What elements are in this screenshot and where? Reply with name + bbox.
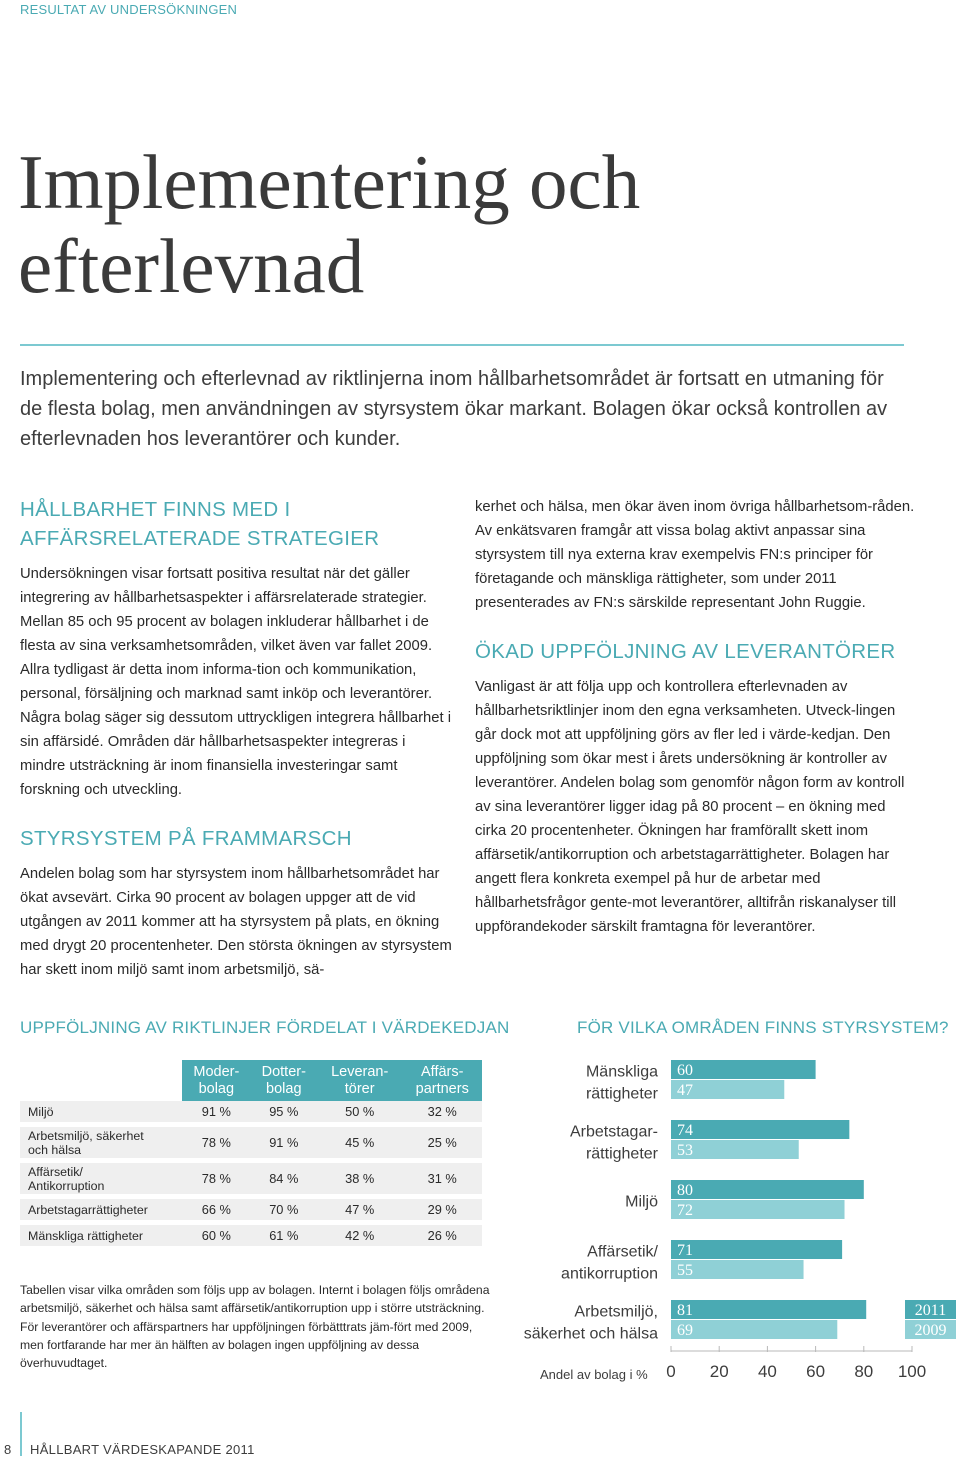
table-cell: 66 %	[182, 1197, 251, 1223]
table-cell: 29 %	[402, 1197, 482, 1223]
paragraph-governance-continued: kerhet och hälsa, men ökar även inom övriga hållbarhetsom-råden. Av enkätsvaren framgår att vissa bolag aktivt anpassar sina styrsystem till nya externa krav exempelvis FN:s principer för företagande och mänskliga rättigheter, som under 2011 presenterades av FN:s särskilde representant John Ruggie.	[475, 499, 915, 611]
table-cell: 91 %	[182, 1101, 251, 1125]
bar-value-label: 69	[677, 1322, 693, 1339]
header-line-2: bolag	[266, 1080, 302, 1097]
header-line-2: partners	[415, 1080, 469, 1097]
table-cell: 95 %	[251, 1101, 317, 1125]
table-cell: 61 %	[251, 1223, 317, 1249]
row-label-line-1: Arbetstagarrättigheter	[28, 1202, 148, 1217]
row-label	[20, 1161, 182, 1197]
paragraph-governance: Andelen bolag som har styrsystem inom hållbarhetsområdet har ökat avsevärt. Cirka 90 procent av bolagen uppger att de vid utgången av 2011 kommer att ha styrsystem på plats, en ökning med drygt 20 procentenheter. Den största ökningen av styrsystem har skett inom miljö samt inom arbetsmiljö, sä-	[20, 866, 452, 978]
bar-value-label: 74	[677, 1122, 693, 1139]
title-line-2: efterlevnad	[18, 223, 365, 309]
paragraph-suppliers: Vanligast är att följa upp och kontrollera efterlevnaden av hållbarhetsriktlinjer inom den egna verksamheten. Utveck-lingen går dock mot att uppföljning görs av fler led i värde-kedjan. Den uppföljning som ökar mest i årets undersökning är kontroller av leverantörer. Andelen bolag som genomför någon form av kontroll av sina leverantörer ligger idag på 80 procent – en ökning med cirka 20 procentenheter. Ökningen har framförallt skett inom affärsetik/antikorruption och arbetstagarrättigheter. Bolagen har angett flera konkreta exempel på hur de arbetar med hållbarhetsfrågor gente-mot leverantörer, alltifrån riskanalyser till uppförandekoder särskilt framtagna för leverantörer.	[475, 679, 905, 935]
table-cell: 70 %	[251, 1197, 317, 1223]
page-number: 8	[4, 1442, 12, 1457]
x-tick-label: 40	[757, 1362, 777, 1381]
row-label-line-1: Miljö	[28, 1104, 54, 1119]
table-cell: 31 %	[402, 1161, 482, 1197]
x-tick-label: 20	[709, 1362, 729, 1381]
title-line-1: Implementering och	[18, 139, 641, 225]
category-label: Arbetstagar-	[569, 1123, 658, 1141]
row-label-line-1: Affärsetik/	[28, 1164, 83, 1179]
table-header-cell	[402, 1060, 482, 1101]
table-cell: 78 %	[182, 1125, 251, 1161]
row-label	[20, 1223, 182, 1249]
governance-bar-chart	[520, 1048, 956, 1400]
table-header-cell	[182, 1060, 251, 1101]
title-divider	[20, 344, 904, 346]
x-axis-label: Andel av bolag i %	[540, 1367, 648, 1382]
row-label-line-2: och hälsa	[28, 1142, 82, 1157]
table-cell: 91 %	[251, 1125, 317, 1161]
bar-value-label: 60	[677, 1062, 693, 1079]
row-label-line-2: Antikorruption	[28, 1178, 105, 1193]
bar-2011-4	[671, 1300, 866, 1319]
table-cell: 26 %	[402, 1223, 482, 1249]
x-tick-label: 60	[806, 1362, 826, 1381]
bar-value-label: 55	[677, 1262, 693, 1279]
legend-label: 2009	[914, 1322, 947, 1339]
table-row	[20, 1125, 482, 1161]
row-label-line-1: Mänskliga rättigheter	[28, 1228, 144, 1243]
header-line-1: Affärs-	[421, 1063, 464, 1080]
row-label	[20, 1101, 182, 1125]
bar-2011-2	[671, 1180, 864, 1199]
table-title: UPPFÖLJNING AV RIKTLINJER FÖRDELAT I VÄRDEKEDJAN	[20, 1018, 510, 1037]
legend-label: 2011	[914, 1302, 947, 1319]
x-tick-label: 80	[854, 1362, 874, 1381]
row-label-line-1: Arbetsmiljö, säkerhet	[28, 1128, 144, 1143]
table-cell: 25 %	[402, 1125, 482, 1161]
footer-publication: HÅLLBART VÄRDESKAPANDE 2011	[30, 1442, 255, 1457]
bar-2011-1	[671, 1120, 849, 1139]
heading-strategies-line-2: AFFÄRSRELATERADE STRATEGIER	[20, 527, 380, 550]
table-row	[20, 1223, 482, 1249]
x-tick-label: 100	[897, 1362, 927, 1381]
row-label	[20, 1197, 182, 1223]
bar-value-label: 72	[677, 1202, 693, 1219]
category-label: Arbetsmiljö,	[574, 1303, 658, 1321]
bar-2011-3	[671, 1240, 842, 1259]
header-line-2: bolag	[198, 1080, 235, 1097]
table-row	[20, 1101, 482, 1125]
header-line-1: Dotter-	[261, 1063, 306, 1080]
table-note: Tabellen visar vilka områden som följs upp av bolagen. Internt i bolagen följs områdena arbetsmiljö, säkerhet och hälsa samt affärsetik/antikorruption upp i större utsträckning. För leverantörer och affärspartners har uppföljningen förbätttrats jäm-fört med 2009, men fortfarande har mer än hälften av bolagen ingen uppföljning av dessa överhuvudtaget.	[20, 1283, 490, 1371]
section-label: RESULTAT AV UNDERSÖKNINGEN	[20, 2, 238, 17]
heading-governance: STYRSYSTEM PÅ FRAMMARSCH	[20, 827, 352, 850]
row-label	[20, 1125, 182, 1161]
table-row	[20, 1161, 482, 1197]
category-label: rättigheter	[585, 1145, 658, 1163]
header-line-1: Leveran-	[331, 1063, 389, 1080]
table-cell: 38 %	[317, 1161, 403, 1197]
table-header-corner	[20, 1060, 182, 1101]
table-cell: 50 %	[317, 1101, 403, 1125]
table-cell: 84 %	[251, 1161, 317, 1197]
page-title	[18, 140, 640, 308]
heading-suppliers: ÖKAD UPPFÖLJNING AV LEVERANTÖRER	[475, 640, 896, 663]
category-label: Miljö	[625, 1193, 658, 1211]
bar-value-label: 53	[677, 1142, 693, 1159]
lead-paragraph: Implementering och efterlevnad av riktlinjerna inom hållbarhetsområdet är fortsatt en utmaning för de flesta bolag, men användningen av styrsystem ökar markant. Bolagen ökar också kontrollen av efterlevnaden hos leverantörer och kunder.	[20, 368, 888, 450]
bar-2009-2	[671, 1200, 845, 1219]
table-cell: 47 %	[317, 1197, 403, 1223]
follow-up-table	[20, 1060, 482, 1251]
heading-strategies	[20, 495, 452, 553]
table-cell: 78 %	[182, 1161, 251, 1197]
chart-title: FÖR VILKA OMRÅDEN FINNS STYRSYSTEM?	[577, 1018, 949, 1037]
table-header-row	[20, 1060, 482, 1101]
article-column-right	[475, 495, 915, 939]
table-cell: 60 %	[182, 1223, 251, 1249]
bar-value-label: 47	[677, 1082, 693, 1099]
category-label: Affärsetik/	[587, 1243, 658, 1261]
footer-divider	[20, 1412, 22, 1456]
bar-2009-4	[671, 1320, 837, 1339]
x-tick-label: 0	[666, 1362, 676, 1381]
category-label: Mänskliga	[585, 1063, 658, 1081]
category-label: antikorruption	[561, 1265, 658, 1283]
table-cell: 42 %	[317, 1223, 403, 1249]
table-header-cell	[317, 1060, 403, 1101]
heading-strategies-line-1: HÅLLBARHET FINNS MED I	[20, 498, 291, 521]
category-label: rättigheter	[585, 1085, 658, 1103]
category-label: säkerhet och hälsa	[523, 1325, 658, 1343]
bar-value-label: 81	[677, 1302, 693, 1319]
table-cell: 32 %	[402, 1101, 482, 1125]
paragraph-strategies: Undersökningen visar fortsatt positiva resultat när det gäller integrering av hållbarhetsaspekter i affärsrelaterade strategier. Mellan 85 och 95 procent av bolagen inkluderar hållbarhet i de flesta av sina verksamhetsområden, vilket även var fallet 2009. Allra tydligast är detta inom informa-tion och kommunikation, personal, försäljning och marknad samt inköp och leverantörer. Några bolag säger sig dessutom uttryckligen integrera hållbarhet i sin affärsidé. Områden där hållbarhetsaspekter integreras i mindre utsträckning är inom finansiella investeringar samt forskning och utveckling.	[20, 566, 451, 798]
table-row	[20, 1197, 482, 1223]
table-cell: 45 %	[317, 1125, 403, 1161]
bar-value-label: 71	[677, 1242, 693, 1259]
header-line-1: Moder-	[193, 1063, 240, 1080]
bar-value-label: 80	[677, 1182, 693, 1199]
article-column-left	[20, 495, 452, 982]
table-header-cell	[251, 1060, 317, 1101]
header-line-2: törer	[344, 1080, 375, 1097]
